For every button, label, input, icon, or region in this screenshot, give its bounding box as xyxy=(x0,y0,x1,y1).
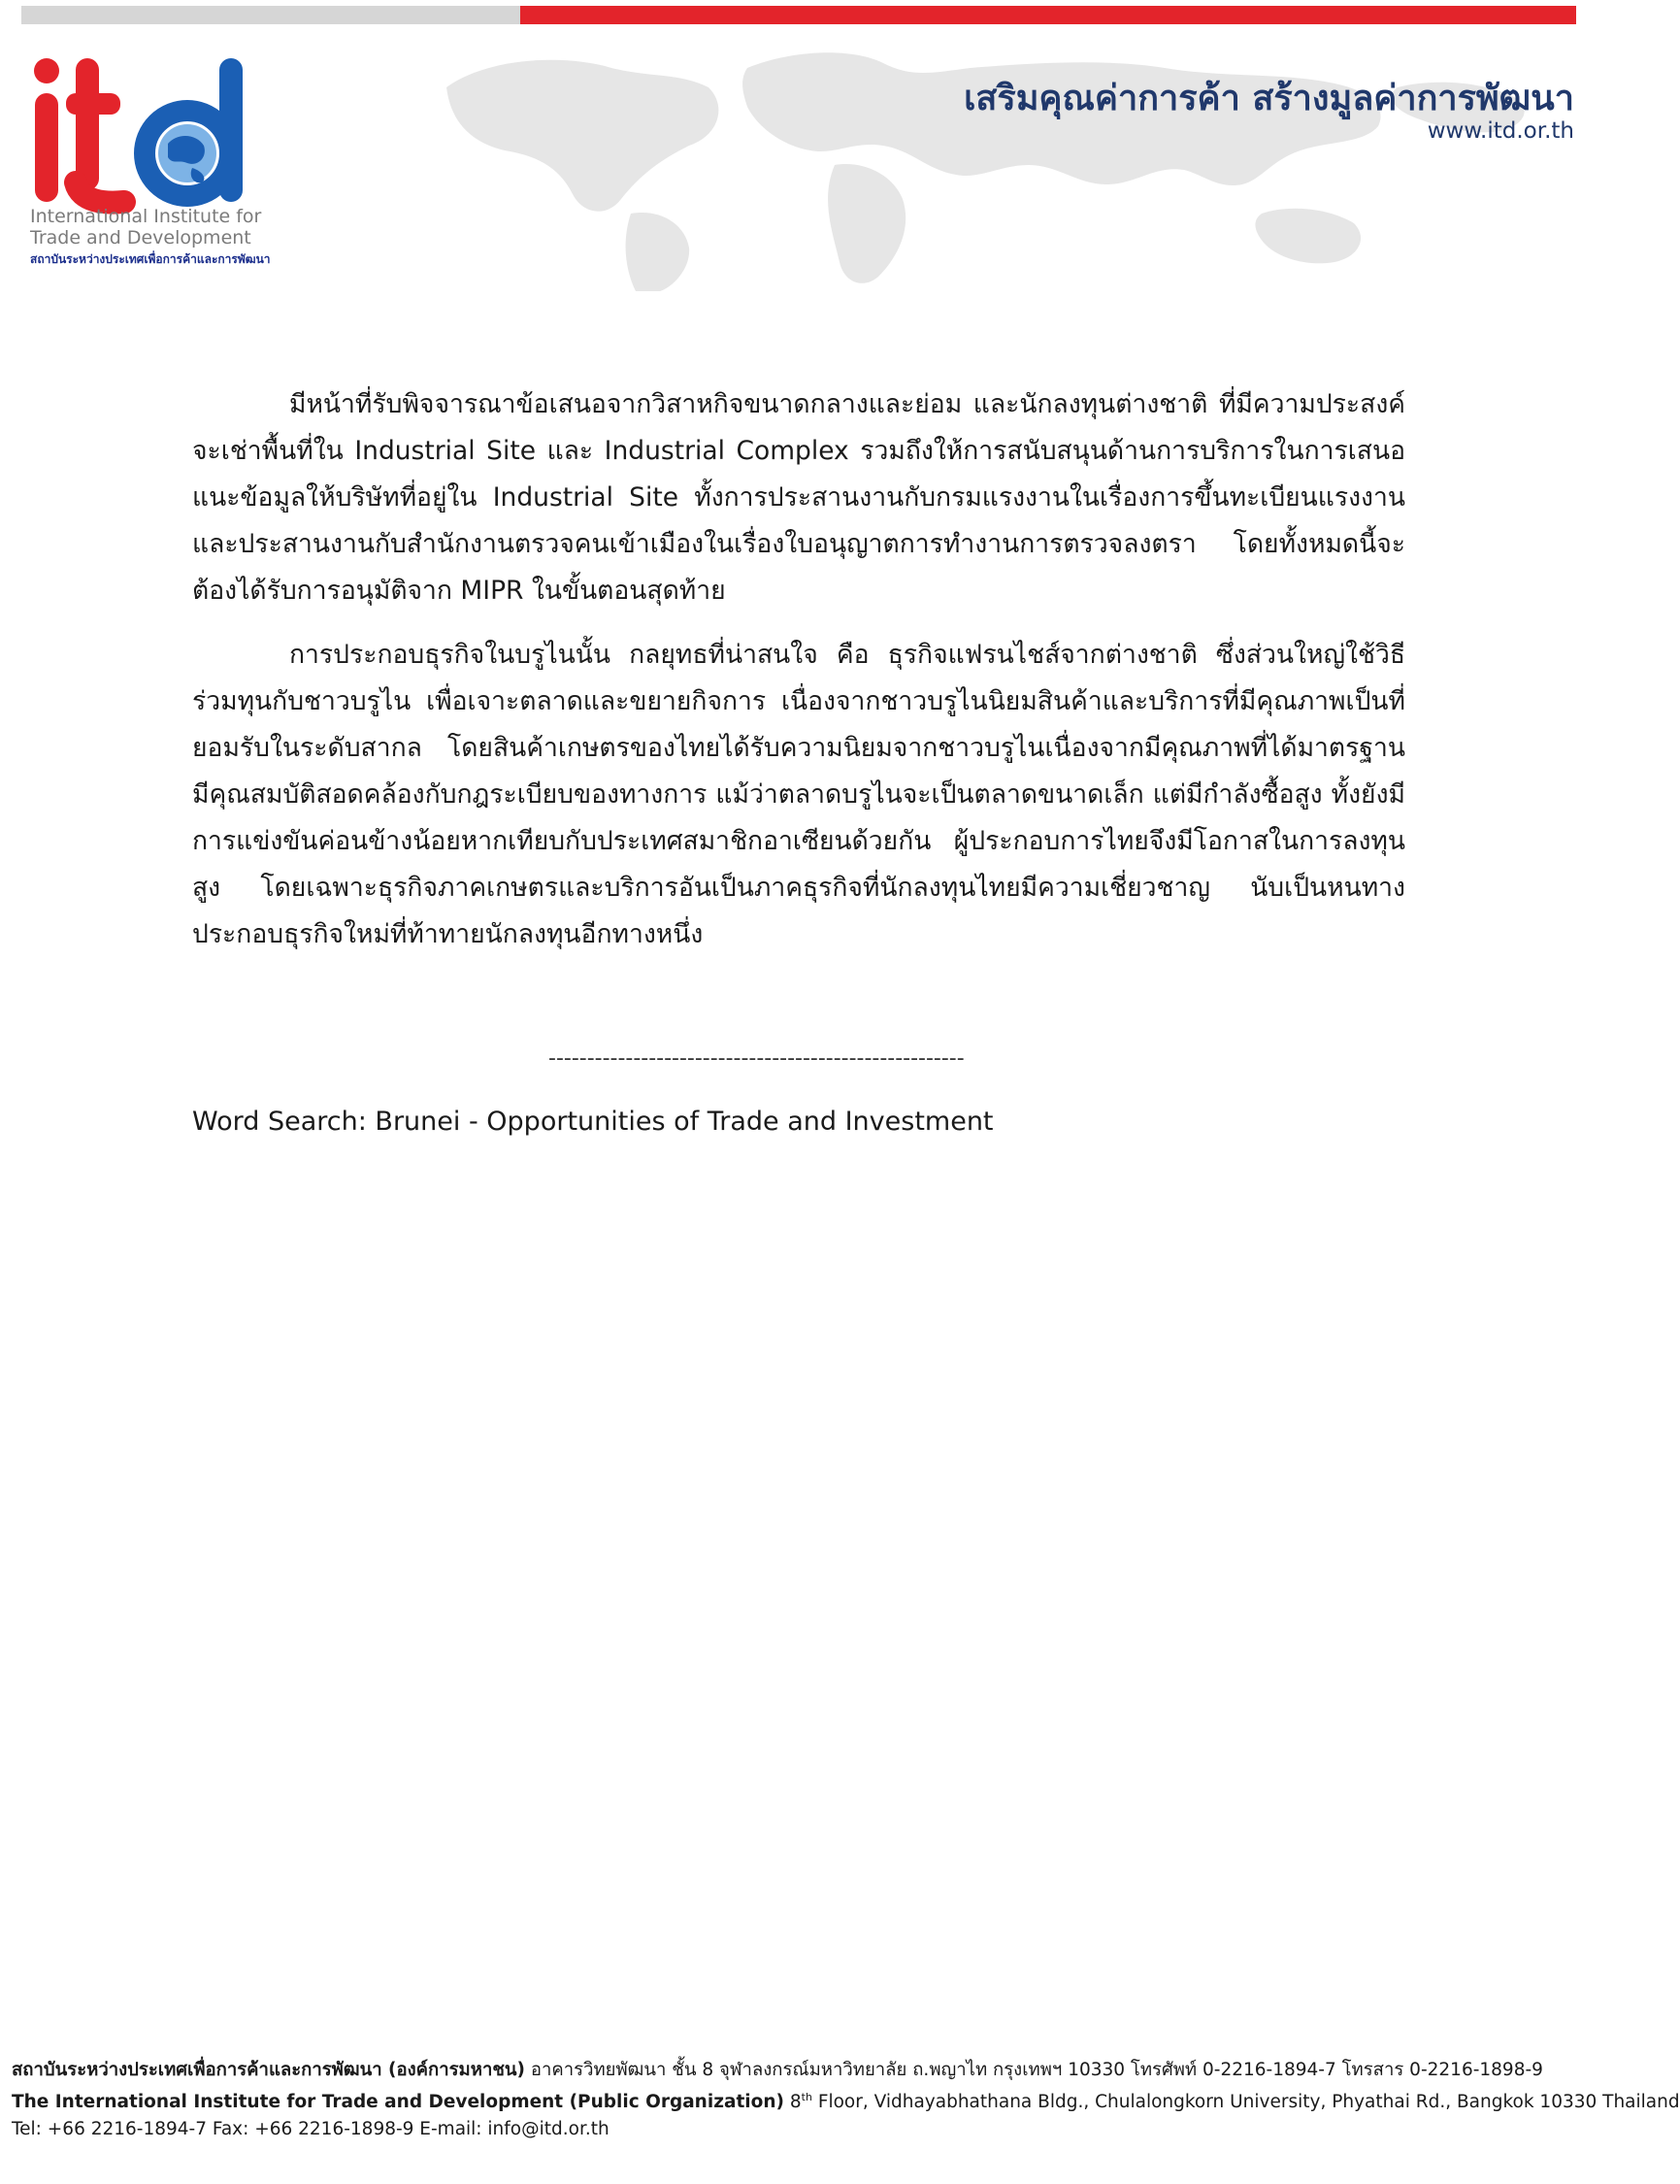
document-body xyxy=(192,381,1405,976)
footer-english-org: The International Institute for Trade and Development (Public Organization) xyxy=(12,2092,784,2113)
header-bar-red xyxy=(520,6,1576,24)
footer-english-address-rest: Floor, Vidhayabhathana Bldg., Chulalongkorn University, Phyathai Rd., Bangkok 10330 Thailand xyxy=(811,2092,1680,2113)
footer-floor-suffix: th xyxy=(801,2091,812,2103)
footer-thai-address-rest: อาคารวิทยพัฒนา ชั้น 8 จุฬาลงกรณ์มหาวิทยาลัย ถ.พญาไท กรุงเทพฯ 10330 โทรศัพท์ 0-2216-1894-7 โทรสาร 0-2216-1898-9 xyxy=(524,2060,1543,2080)
header-bar-gray xyxy=(21,6,520,24)
separator-line: ------------------------------------------------------ xyxy=(548,1046,965,1071)
logo-name-thai: สถาบันระหว่างประเทศเพื่อการค้าและการพัฒนา xyxy=(30,252,271,266)
footer-thai-address xyxy=(12,2057,1584,2084)
header-slogan: เสริมคุณค่าการค้า สร้างมูลค่าการพัฒนา xyxy=(964,79,1574,118)
logo-name-line2: Trade and Development xyxy=(30,227,251,248)
word-search-line: Word Search: Brunei - Opportunities of Trade and Investment xyxy=(192,1107,994,1137)
header-website: www.itd.or.th xyxy=(1427,118,1574,144)
footer-floor: 8 xyxy=(783,2092,802,2113)
footer-english-address xyxy=(12,2084,1680,2116)
footer-contact: Tel: +66 2216-1894-7 Fax: +66 2216-1898-9 E-mail: info@itd.or.th xyxy=(12,2119,609,2140)
footer-thai-org: สถาบันระหว่างประเทศเพื่อการค้าและการพัฒนา (องค์การมหาชน) xyxy=(12,2060,525,2080)
page-footer xyxy=(12,2057,1680,2143)
logo-name-line1: International Institute for xyxy=(30,206,262,227)
body-paragraph: การประกอบธุรกิจในบรูไนนั้น กลยุทธที่น่าสนใจ คือ ธุรกิจแฟรนไชส์จากต่างชาติ ซึ่งส่วนใหญ่ใช้วิธีร่วมทุนกับชาวบรูไน เพื่อเจาะตลาดและขยายกิจการ เนื่องจากชาวบรูไนนิยมสินค้าและบริการที่มีคุณภาพเป็นที่ยอมรับในระดับสากล โดยสินค้าเกษตรของไทยได้รับความนิยมจากชาวบรูไนเนื่องจากมีคุณภาพที่ได้มาตรฐาน มีคุณสมบัติสอดคล้องกับกฎระเบียบของทางการ แม้ว่าตลาดบรูไนจะเป็นตลาดขนาดเล็ก แต่มีกำลังซื้อสูง ทั้งยังมีการแข่งขันค่อนข้างน้อยหากเทียบกับประเทศสมาชิกอาเซียนด้วยกัน ผู้ประกอบการไทยจึงมีโอกาสในการลงทุนสูง โดยเฉพาะธุรกิจภาคเกษตรและบริการอันเป็นภาคธุรกิจที่นักลงทุนไทยมีความเชี่ยวชาญ นับเป็นหนทางประกอบธุรกิจใหม่ที่ท้าทายนักลงทุนอีกทางหนึ่ง xyxy=(192,640,1405,949)
body-paragraph: มีหน้าที่รับพิจจารณาข้อเสนอจากวิสาหกิจขนาดกลางและย่อม และนักลงทุนต่างชาติ ที่มีความประสงค์จะเช่าพื้นที่ใน Industrial Site และ Industrial Complex รวมถึงให้การสนับสนุนด้านการบริการในการเสนอแนะข้อมูลให้บริษัทที่อยู่ใน Industrial Site ทั้งการประสานงานกับกรมแรงงานในเรื่องการขึ้นทะเบียนแรงงาน และประสานงานกับสำนักงานตรวจคนเข้าเมืองในเรื่องใบอนุญาตการทำงานการตรวจลงตรา โดยทั้งหมดนี้จะต้องได้รับการอนุมัติจาก MIPR ในขั้นตอนสุดท้าย xyxy=(192,389,1405,606)
world-map-watermark xyxy=(427,29,1582,291)
